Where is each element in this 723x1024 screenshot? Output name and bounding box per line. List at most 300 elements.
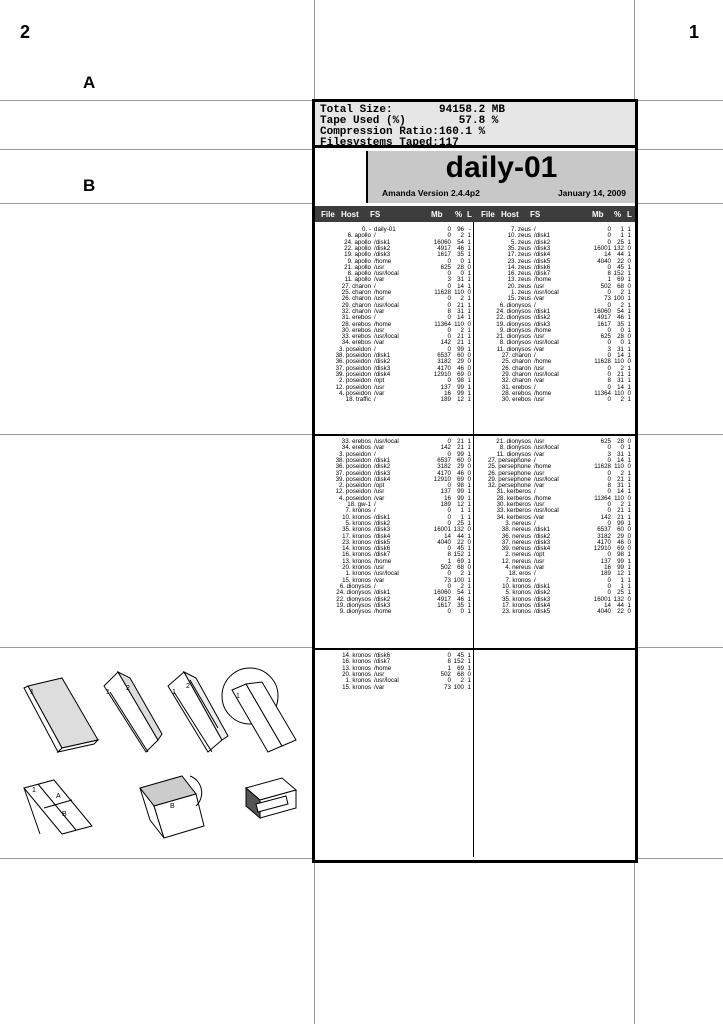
filesystem: /var <box>374 444 385 452</box>
level: 1 <box>467 664 471 672</box>
size-mb: 0 <box>607 551 611 559</box>
size-mb: 16001 <box>593 244 611 252</box>
filesystem: /var <box>534 295 545 303</box>
filesystem: /disk1 <box>534 232 551 240</box>
file-host: 28. kerberos <box>496 494 531 502</box>
file-host: 11. dionysos <box>496 450 531 458</box>
percent: 14 <box>617 488 624 496</box>
filesystem: /usr <box>374 670 385 678</box>
percent: 60 <box>457 352 464 359</box>
level: 1 <box>627 456 631 464</box>
level: 0 <box>467 463 471 471</box>
level: 1 <box>627 352 631 359</box>
file-host: 12. poseidon <box>335 383 371 391</box>
filesystem: /disk2 <box>534 532 551 540</box>
filesystem: / <box>534 570 536 578</box>
filesystem: /disk6 <box>534 263 551 271</box>
percent: 29 <box>457 358 464 366</box>
file-host: 1. kronos <box>345 677 371 685</box>
file-host: 14. zeus <box>507 263 531 271</box>
size-mb: 0 <box>447 652 451 659</box>
region-label-a: A <box>83 73 96 92</box>
percent: 0 <box>460 270 464 278</box>
size-mb: 11364 <box>434 320 451 328</box>
filesystem: /disk1 <box>374 589 391 597</box>
file-host: 13. kronos <box>342 664 371 672</box>
file-host: 20. kronos <box>342 670 371 678</box>
filesystem: / <box>374 507 376 515</box>
size-mb: 11628 <box>594 463 611 471</box>
filesystem: /var <box>374 494 385 502</box>
percent: 2 <box>460 570 464 578</box>
level: 1 <box>627 564 631 571</box>
filesystem: / <box>534 383 536 391</box>
file-host: 35. kronos <box>342 526 371 534</box>
percent: 21 <box>617 513 624 521</box>
size-mb: 0 <box>447 519 451 527</box>
folding-diagram <box>0 648 312 858</box>
filesystem: / <box>374 501 376 508</box>
level: 1 <box>467 282 471 290</box>
percent: 110 <box>614 463 624 471</box>
level: 0 <box>627 538 631 546</box>
level: 0 <box>467 263 471 271</box>
level: 1 <box>467 501 471 508</box>
percent: 46 <box>617 538 624 546</box>
percent: 22 <box>457 538 464 546</box>
level: 1 <box>627 475 631 483</box>
file-host: 33. erebos <box>341 438 371 445</box>
filesystem: /disk2 <box>374 595 391 603</box>
blank-box <box>315 151 368 203</box>
level: 0 <box>627 526 631 534</box>
size-mb: 3 <box>447 276 451 284</box>
filesystem: /disk4 <box>374 370 391 378</box>
percent: 31 <box>617 345 624 353</box>
filesystem: /home <box>534 358 552 366</box>
summary-value: 57.8 % <box>439 115 499 127</box>
percent: 68 <box>617 282 624 290</box>
level: 1 <box>467 494 471 502</box>
filesystem: / <box>534 301 536 309</box>
filesystem: /disk4 <box>534 545 551 553</box>
percent: 2 <box>620 469 624 477</box>
filesystem: /home <box>374 320 392 328</box>
size-mb: 502 <box>600 282 611 290</box>
file-host: 29. charon <box>501 370 531 378</box>
size-mb: 0 <box>607 226 611 233</box>
level: 1 <box>627 377 631 385</box>
filesystem: /disk4 <box>534 601 551 609</box>
percent: 132 <box>613 595 624 603</box>
level: 0 <box>467 289 471 296</box>
file-host: 31. erebos <box>341 314 371 322</box>
filesystem: /disk1 <box>534 582 551 590</box>
size-mb: 0 <box>607 238 611 246</box>
level: 1 <box>627 519 631 527</box>
filesystem: /disk1 <box>374 238 391 246</box>
percent: 21 <box>617 507 624 515</box>
filesystem: /disk3 <box>374 364 391 372</box>
filesystem: /var <box>534 345 545 353</box>
size-mb: 0 <box>447 570 451 578</box>
size-mb: 137 <box>440 488 451 496</box>
filesystem: /usr <box>534 282 545 290</box>
filesystem: /usr/local <box>534 339 559 347</box>
file-host: 6. apollo <box>347 232 371 240</box>
filesystem: /disk1 <box>374 456 391 464</box>
file-host: 26. charon <box>341 295 371 303</box>
filesystem: /home <box>374 257 392 265</box>
filesystem: / <box>374 314 376 322</box>
size-mb: 16 <box>604 564 611 571</box>
size-mb: 4170 <box>437 469 451 477</box>
percent: 110 <box>454 289 464 296</box>
level: 1 <box>467 345 471 353</box>
filesystem: /usr <box>534 396 545 404</box>
level: 0 <box>627 257 631 265</box>
file-host: 21. apollo <box>344 263 371 271</box>
file-host: 37. poseidon <box>335 469 371 477</box>
percent: 12 <box>457 501 464 508</box>
size-mb: 0 <box>447 608 451 616</box>
size-mb: 16060 <box>593 307 611 315</box>
level: 1 <box>467 377 471 385</box>
percent: 99 <box>617 564 624 571</box>
file-host: 25. persephone <box>487 463 531 471</box>
filesystem: /usr <box>534 557 545 565</box>
size-mb: 0 <box>447 282 451 290</box>
level: 1 <box>627 232 631 240</box>
size-mb: 142 <box>600 513 611 521</box>
percent: 31 <box>457 307 464 315</box>
file-host: 38. poseidon <box>335 456 371 464</box>
level: 1 <box>467 557 471 565</box>
summary-row <box>315 138 635 149</box>
fold-step-number: 1 <box>30 689 34 696</box>
file-host: 17. kronos <box>342 532 371 540</box>
level: 1 <box>627 482 631 490</box>
level: 1 <box>467 314 471 322</box>
filesystem: /usr/local <box>374 438 399 445</box>
percent: 46 <box>617 314 624 322</box>
percent: 21 <box>457 339 464 347</box>
filesystem: /disk1 <box>374 513 391 521</box>
percent: 152 <box>613 270 624 278</box>
file-host: 39. poseidon <box>335 370 371 378</box>
file-host: 32. persephone <box>487 482 531 490</box>
level: 1 <box>627 238 631 246</box>
level: 1 <box>627 570 631 578</box>
file-host: 23. kronos <box>342 538 371 546</box>
fold-step-number: 2 <box>186 683 190 690</box>
level: 1 <box>627 314 631 322</box>
filesystem: /var <box>374 339 385 347</box>
size-mb: 16 <box>444 389 451 397</box>
file-host: 36. nereus <box>501 532 531 540</box>
filesystem: /disk2 <box>374 358 391 366</box>
level: 1 <box>627 295 631 303</box>
file-host: 30. erebos <box>341 326 371 334</box>
filesystem: /home <box>374 664 392 672</box>
page-number-right: 1 <box>689 22 700 42</box>
percent: 0 <box>620 326 624 334</box>
size-mb: 11628 <box>434 289 451 296</box>
level: 1 <box>467 301 471 309</box>
file-host: 29. charon <box>341 301 371 309</box>
size-mb: 0 <box>607 301 611 309</box>
level: 1 <box>627 251 631 259</box>
filesystem: /disk3 <box>374 601 391 609</box>
size-mb: 0 <box>607 475 611 483</box>
size-mb: 4040 <box>597 257 611 265</box>
filesystem: /usr <box>374 488 385 496</box>
percent: 28 <box>617 438 624 445</box>
level: 0 <box>467 352 471 359</box>
level: 1 <box>467 652 471 659</box>
size-mb: 0 <box>447 582 451 590</box>
percent: 2 <box>620 289 624 296</box>
header-mb: Mb <box>431 210 443 219</box>
file-host: 9. dionysos <box>339 608 371 616</box>
file-host: 4. nereus <box>505 564 531 571</box>
size-mb: 1 <box>447 664 451 672</box>
size-mb: 0 <box>607 326 611 334</box>
filesystem: /disk4 <box>534 251 551 259</box>
size-mb: 4917 <box>437 244 451 252</box>
size-mb: 0 <box>447 482 451 490</box>
filesystem: /home <box>374 289 392 296</box>
filesystem: /disk2 <box>374 244 391 252</box>
level: 1 <box>467 677 471 685</box>
percent: 22 <box>617 257 624 265</box>
level: 1 <box>467 307 471 315</box>
filesystem: / <box>534 226 536 233</box>
file-host: 33. kerberos <box>496 507 531 515</box>
size-mb: 0 <box>447 326 451 334</box>
percent: 2 <box>620 501 624 508</box>
file-host: 21. dionysos <box>496 333 531 341</box>
filesystem: /usr <box>534 469 545 477</box>
file-host: 34. erebos <box>341 339 371 347</box>
filesystem: /home <box>534 389 552 397</box>
level: 1 <box>467 333 471 341</box>
file-host: 17. kronos <box>502 601 531 609</box>
percent: 2 <box>620 301 624 309</box>
size-mb: 0 <box>607 488 611 496</box>
filesystem: /opt <box>374 482 385 490</box>
size-mb: 6537 <box>437 456 451 464</box>
size-mb: 11628 <box>594 358 611 366</box>
percent: 46 <box>457 364 464 372</box>
level: 1 <box>467 438 471 445</box>
header-level: L <box>467 210 472 219</box>
percent: 14 <box>617 352 624 359</box>
percent: 1 <box>620 226 624 233</box>
file-host: 14. kronos <box>342 545 371 553</box>
percent: 14 <box>457 282 464 290</box>
fold-panel-letter: B <box>170 803 175 810</box>
percent: 25 <box>617 589 624 597</box>
file-host: 34. erebos <box>341 444 371 452</box>
size-mb: 3182 <box>597 532 611 540</box>
percent: 21 <box>617 370 624 378</box>
level: 1 <box>627 339 631 347</box>
file-host: 31. erebos <box>501 383 531 391</box>
size-mb: 0 <box>607 507 611 515</box>
percent: 54 <box>457 238 464 246</box>
level: 1 <box>467 658 471 666</box>
filesystem: /disk3 <box>534 320 551 328</box>
percent: 21 <box>457 444 464 452</box>
filesystem: /usr/local <box>374 301 399 309</box>
percent: 152 <box>453 658 464 666</box>
file-host: 24. dionysos <box>336 589 371 597</box>
filesystem: /usr <box>534 364 545 372</box>
percent: 45 <box>457 652 464 659</box>
size-mb: 0 <box>447 270 451 278</box>
file-host: 27. charon <box>501 352 531 359</box>
size-mb: 73 <box>444 576 451 584</box>
filesystem: /var <box>534 482 545 490</box>
size-mb: 0 <box>607 582 611 590</box>
filesystem: / <box>374 232 376 240</box>
file-host: 38. poseidon <box>335 352 371 359</box>
percent: 35 <box>617 320 624 328</box>
column-header <box>315 206 635 222</box>
percent: 21 <box>617 475 624 483</box>
file-host: 18. traffic <box>345 396 371 404</box>
file-host: 37. nereus <box>501 538 531 546</box>
filesystem: /usr <box>374 295 385 303</box>
file-host: 1. kronos <box>345 570 371 578</box>
header-host: Host <box>341 210 359 219</box>
file-host: 2. poseidon <box>339 482 371 490</box>
filesystem: /usr <box>374 383 385 391</box>
file-host: 11. dionysos <box>496 345 531 353</box>
percent: 21 <box>457 333 464 341</box>
level: 1 <box>467 488 471 496</box>
percent: 110 <box>454 320 464 328</box>
file-host: 1. zeus <box>511 289 531 296</box>
level: 1 <box>467 608 471 616</box>
file-host: 10. kronos <box>342 513 371 521</box>
percent: 45 <box>617 263 624 271</box>
file-host: 8. dionysos <box>499 339 531 347</box>
percent: 0 <box>460 608 464 616</box>
filesystem: /disk2 <box>374 463 391 471</box>
level: 1 <box>627 469 631 477</box>
percent: 132 <box>613 244 624 252</box>
filesystem: / <box>374 582 376 590</box>
level: 1 <box>467 244 471 252</box>
file-host: 23. kronos <box>502 608 531 616</box>
filesystem: /usr/local <box>534 444 559 452</box>
size-mb: 12910 <box>593 545 611 553</box>
filesystem: /var <box>534 377 545 385</box>
file-host: 5. kronos <box>505 589 531 597</box>
file-host: 14. kronos <box>342 652 371 659</box>
file-host: 7. zeus <box>511 226 531 233</box>
percent: 69 <box>457 664 464 672</box>
filesystem: daily-01 <box>374 226 396 233</box>
size-mb: 73 <box>444 683 451 691</box>
percent: 12 <box>617 570 624 578</box>
filesystem: / <box>374 450 376 458</box>
level: 1 <box>627 345 631 353</box>
level: 0 <box>627 494 631 502</box>
level: 1 <box>467 270 471 278</box>
level: 1 <box>467 276 471 284</box>
size-mb: 0 <box>447 450 451 458</box>
size-mb: 1617 <box>437 251 451 259</box>
tape-date: January 14, 2009 <box>557 188 626 198</box>
size-mb: 0 <box>607 519 611 527</box>
size-mb: 16001 <box>433 526 451 534</box>
size-mb: 625 <box>440 263 451 271</box>
fold-step-number: 2 <box>126 685 130 692</box>
file-host: 0. - <box>362 226 371 233</box>
file-host: 25. charon <box>501 358 531 366</box>
summary-key: Total Size: <box>320 104 393 116</box>
level: 1 <box>467 232 471 240</box>
size-mb: 14 <box>444 532 451 540</box>
size-mb: 0 <box>607 232 611 240</box>
percent: 54 <box>617 307 624 315</box>
percent: 44 <box>617 601 624 609</box>
header-level: L <box>627 210 632 219</box>
size-mb: 4170 <box>597 538 611 546</box>
size-mb: 0 <box>607 263 611 271</box>
fold-step-number: 1 <box>172 689 176 696</box>
file-host: 29. persephone <box>487 475 531 483</box>
file-host: 15. kronos <box>342 576 371 584</box>
size-mb: 142 <box>440 339 451 347</box>
section-divider <box>315 648 635 650</box>
filesystem: /home <box>534 463 552 471</box>
table-row <box>475 608 633 615</box>
section-divider <box>315 434 635 436</box>
size-mb: 0 <box>607 352 611 359</box>
size-mb: 16001 <box>593 595 611 603</box>
filesystem: /disk3 <box>374 526 391 534</box>
filesystem: /home <box>534 326 552 334</box>
size-mb: 0 <box>607 456 611 464</box>
file-host: 24. apollo <box>344 238 371 246</box>
file-host: 30. erebos <box>501 396 531 404</box>
percent: 31 <box>617 377 624 385</box>
file-host: 5. zeus <box>511 238 531 246</box>
level: 1 <box>467 570 471 578</box>
filesystem: /usr <box>374 564 385 571</box>
size-mb: 73 <box>604 295 611 303</box>
filesystem: / <box>534 576 536 584</box>
size-mb: 0 <box>447 677 451 685</box>
filesystem: /var <box>374 307 385 315</box>
percent: 100 <box>453 683 464 691</box>
level: 0 <box>467 320 471 328</box>
size-mb: 0 <box>447 377 451 385</box>
size-mb: 6537 <box>437 352 451 359</box>
level: 1 <box>627 507 631 515</box>
percent: 21 <box>457 301 464 309</box>
summary-key: Filesystems Taped: <box>320 137 439 149</box>
percent: 29 <box>617 532 624 540</box>
size-mb: 1 <box>447 557 451 565</box>
level: 0 <box>467 456 471 464</box>
level: 0 <box>627 244 631 252</box>
percent: 1 <box>620 576 624 584</box>
